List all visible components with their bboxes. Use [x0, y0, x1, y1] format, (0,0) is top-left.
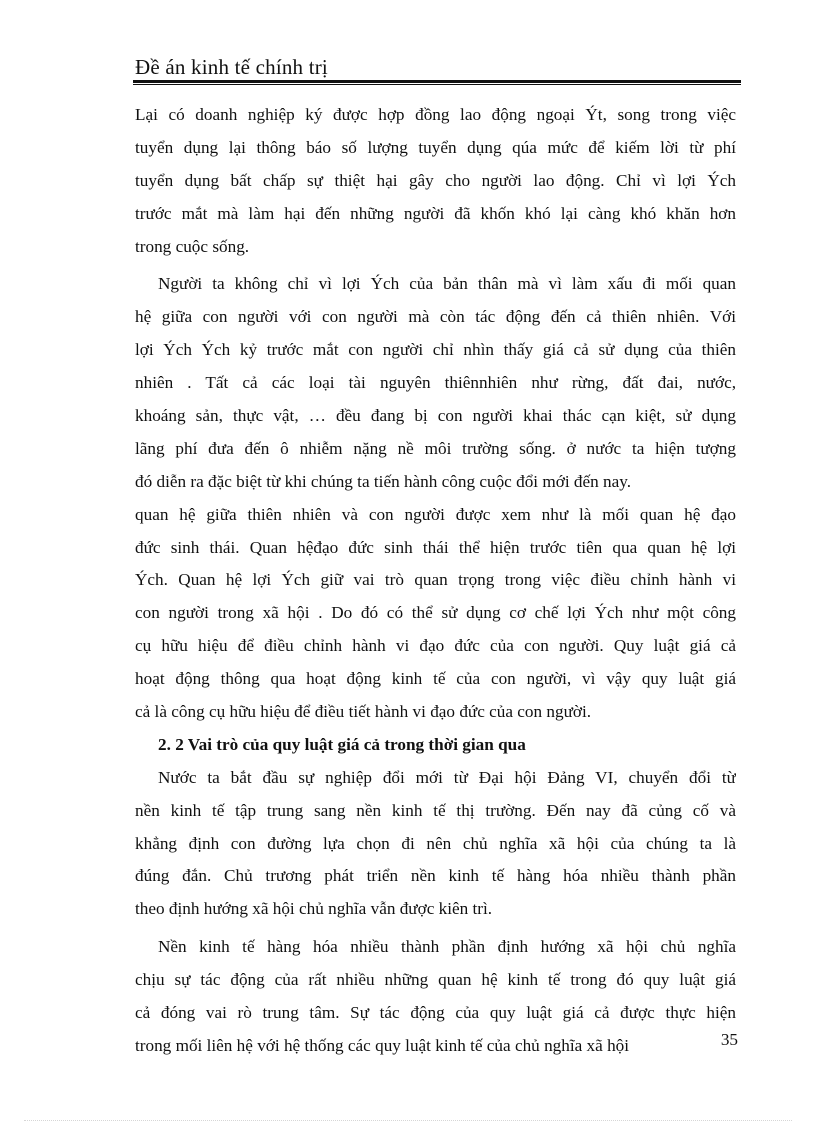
header-rule-thin — [133, 84, 741, 85]
footer-divider — [24, 1120, 792, 1121]
text-line: lãng phí đưa đến ô nhiễm nặng nề môi trường sống. ở nước ta hiện tượng — [135, 438, 736, 458]
text-line: cụ hữu hiệu để điều chỉnh hành vi đạo đức của con người. Quy luật giá cả — [135, 636, 736, 656]
text-line: Lại có doanh nghiệp ký được hợp đồng lao động ngoại Ýt, song trong việc — [135, 105, 736, 124]
text-line: tuyển dụng bất chấp sự thiệt hại gây cho người lao động. Chỉ vì lợi Ých — [135, 170, 736, 190]
text-line: Người ta không chỉ vì lợi Ých của bản thân mà vì làm xấu đi mối quan — [158, 274, 736, 294]
text-line: quan hệ giữa thiên nhiên và con người được xem như là mối quan hệ đạo — [135, 504, 736, 524]
body-text — [135, 99, 736, 1063]
text-line: chịu sự tác động của rất nhiều những quan hệ kinh tế trong đó quy luật giá — [135, 970, 736, 990]
text-line: cả là công cụ hữu hiệu để điều tiết hành vi đạo đức của con người. — [135, 702, 592, 722]
text-line: nhiên . Tất cả các loại tài nguyên thiênnhiên như rừng, đất đai, nước, — [135, 373, 736, 393]
text-line: hoạt động thông qua hoạt động kinh tế của con người, vì vậy quy luật giá — [135, 669, 736, 689]
document-header-title: Đề án kinh tế chính trị — [135, 55, 328, 79]
text-line: đức sinh thái. Quan hệđạo đức sinh thái thể hiện trước tiên qua quan hệ lợi — [135, 537, 736, 557]
text-line: trước mắt mà làm hại đến những người đã khốn khó lại càng khó khăn hơn — [135, 203, 736, 223]
text-line: khẳng định con đường lựa chọn đi nên chủ nghĩa xã hội của chúng ta là — [135, 833, 736, 853]
text-line: trong mối liên hệ với hệ thống các quy luật kinh tế của chủ nghĩa xã hội — [135, 1035, 630, 1055]
text-line: Nước ta bắt đầu sự nghiệp đổi mới từ Đại hội Đảng VI, chuyển đổi từ — [158, 767, 736, 787]
text-line: theo định hướng xã hội chủ nghĩa vẫn được kiên trì. — [135, 899, 493, 919]
text-line: đó diễn ra đặc biệt từ khi chúng ta tiến hành công cuộc đổi mới đến nay. — [135, 471, 632, 491]
text-line: Nền kinh tế hàng hóa nhiều thành phần định hướng xã hội chủ nghĩa — [158, 937, 736, 957]
text-line: đúng đắn. Chủ trương phát triển nền kinh tế hàng hóa nhiều thành phần — [135, 866, 736, 886]
text-line: hệ giữa con người với con người mà còn tác động đến cả thiên nhiên. Với — [135, 307, 736, 327]
text-line: khoáng sản, thực vật, … đều đang bị con người khai thác cạn kiệt, sử dụng — [135, 406, 736, 426]
text-line: nền kinh tế tập trung sang nền kinh tế thị trường. Đến nay đã củng cố và — [135, 800, 736, 820]
text-line: trong cuộc sống. — [135, 236, 250, 256]
text-line: con người trong xã hội . Do đó có thể sử dụng cơ chế lợi Ých như một công — [135, 603, 736, 623]
text-line: Ých. Quan hệ lợi Ých giữ vai trò quan trọng trong việc điều chỉnh hành vi — [135, 570, 736, 590]
text-line: lợi Ých Ých kỷ trước mắt con người chỉ nhìn thấy giá cả sử dụng của thiên — [135, 340, 736, 360]
page-number: 35 — [720, 1030, 738, 1049]
header-rule-thick — [133, 80, 741, 83]
section-heading: 2. 2 Vai trò của quy luật giá cả trong thời gian qua — [158, 734, 526, 754]
text-line: tuyển dụng lại thông báo số lượng tuyển dụng qúa mức để kiếm lời từ phí — [135, 137, 736, 157]
text-line: cả đóng vai rò trung tâm. Sự tác động của quy luật giá cả được thực hiện — [135, 1003, 736, 1023]
